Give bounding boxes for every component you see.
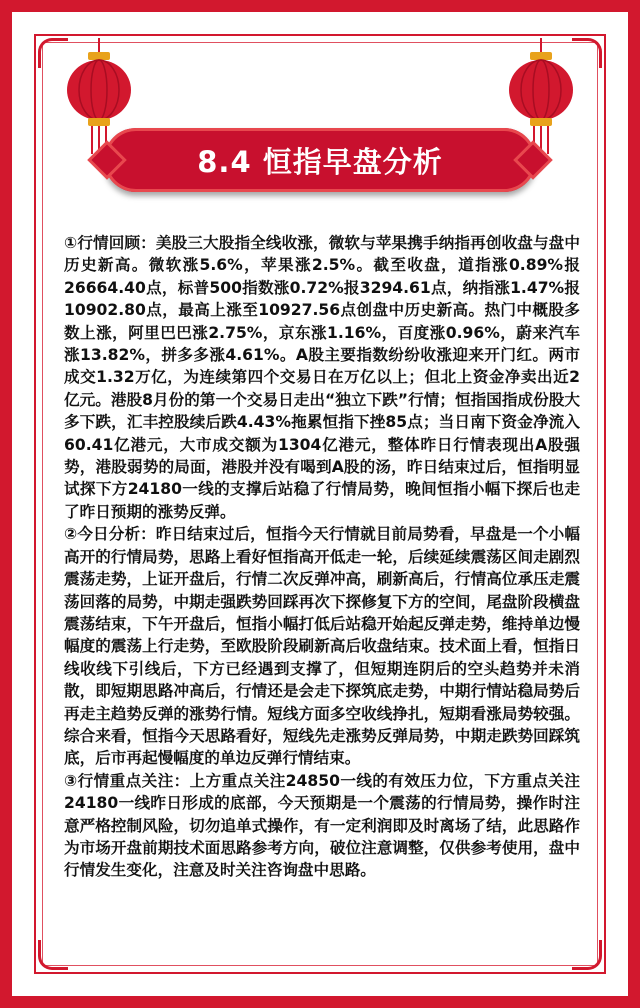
paragraph-key-levels: ③行情重点关注：上方重点关注24850一线的有效压力位，下方重点关注24180一线昨日形成的底部，今天预期是一个震荡的行情局势，操作时注意严格控制风险，切勿追单式操作，有一定利润即及时离场了结，此思路作为市场开盘前期技术面思路参考方向，破位注意调整，仅供参考使用，盘中行情发生变化，注意及时关注咨询盘中思路。 (64, 771, 580, 880)
corner-ornament (572, 940, 602, 970)
corner-ornament (38, 940, 68, 970)
article-body (64, 232, 580, 882)
corner-ornament (572, 38, 602, 68)
title-banner (104, 128, 536, 192)
paragraph-market-review: ①行情回顾：美股三大股指全线收涨，微软与苹果携手纳指再创收盘与盘中历史新高。微软涨5.6%，苹果涨2.5%。截至收盘，道指涨0.89%报26664.40点，标普500指数涨0.72%报3294.61点，纳指涨1.47%报10902.80点，最高上涨至10927.56点创盘中历史新高。热门中概股多数上涨，阿里巴巴涨2.75%，京东涨1.16%，百度涨0.96%，蔚来汽车涨13.82%，拼多多涨4.61%。A股主要指数纷纷收涨迎来开门红。两市成交1.32万亿，为连续第四个交易日在万亿以上；但北上资金净卖出近2亿元。港股8月份的第一个交易日走出“独立下跌”行情；恒指国指成份股大多下跌，汇丰控股续后跌4.43%拖累恒指下挫85点；当日南下资金净流入60.41亿港元，大市成交额为1304亿港元，整体昨日行情表现出A股强势，港股弱势的局面，港股并没有喝到A股的汤，昨日结束过后，恒指明显试探下方24180一线的支撑后站稳了行情局势，晚间恒指小幅下探后也走了昨日预期的涨势反弹。 (64, 234, 580, 521)
paragraph-today-analysis: ②今日分析：昨日结束过后，恒指今天行情就目前局势看，早盘是一个小幅高开的行情局势，思路上看好恒指高开低走一轮，后续延续震荡区间走剧烈震荡走势，上证开盘后，行情二次反弹冲高，刷新高后，行情高位承压走震荡回落的局势，中期走强跌势回踩再次下探修复下方的空间，尾盘阶段横盘震荡结束，下午开盘后，恒指小幅打低后站稳开始起反弹走势，维持单边慢幅度的震荡上行走势，至欧股阶段刷新高后收盘结束。技术面上看，恒指日线收线下引线后，下方已经遇到支撑了，但短期连阴后的空头趋势并未消散，即短期思路冲高后，行情还是会走下探筑底走势，中期行情站稳局势后再走主趋势反弹的涨势行情。短线方面多空收线挣扎，短期看涨局势较强。综合来看，恒指今天思路看好，短线先走涨势反弹局势，中期走跌势回踩筑底，后市再起慢幅度的单边反弹行情结束。 (64, 525, 580, 768)
page-title: 8.4 恒指早盘分析 (197, 144, 443, 179)
